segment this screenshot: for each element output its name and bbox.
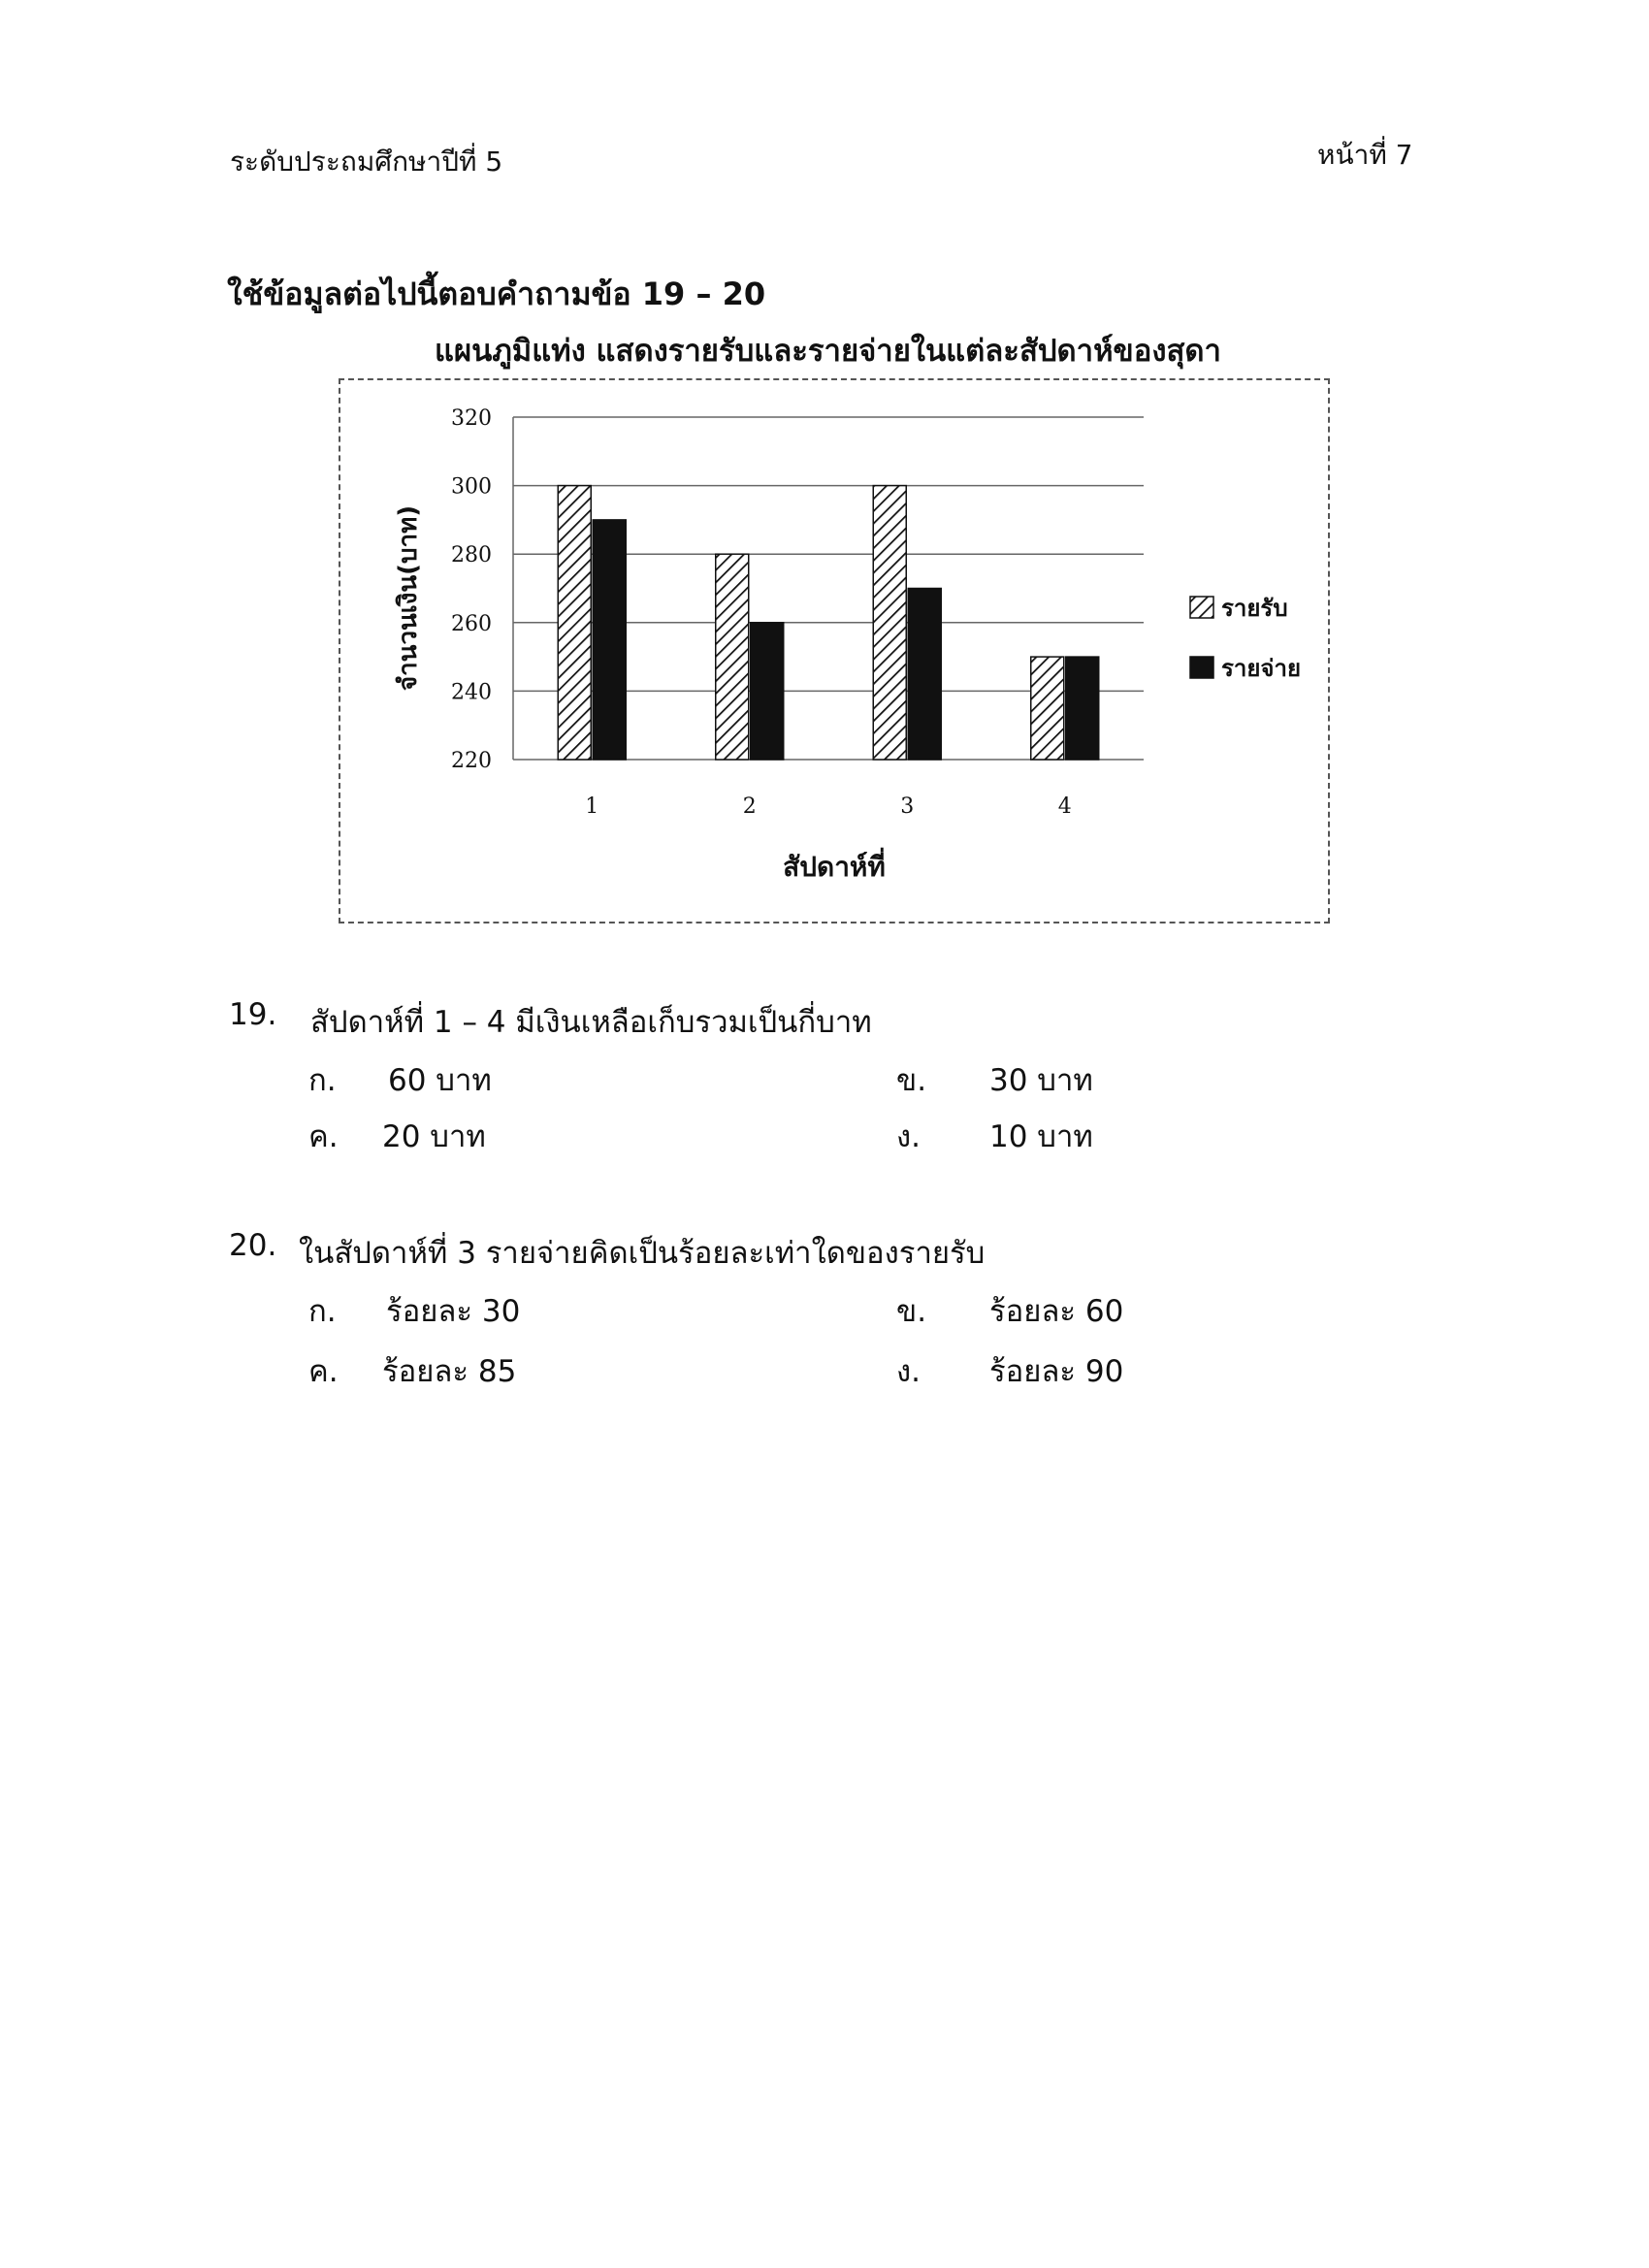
bar-expense-week-1 bbox=[593, 520, 626, 760]
q20-option-c-label: ค. bbox=[308, 1354, 339, 1389]
q19-option-d-label: ง. bbox=[896, 1119, 921, 1154]
y-tick-label: 280 bbox=[451, 543, 492, 568]
q20-option-d-label: ง. bbox=[896, 1354, 921, 1389]
y-tick-labels bbox=[451, 406, 492, 773]
bar-expense-week-3 bbox=[908, 589, 941, 761]
bar-income-week-4 bbox=[1031, 657, 1064, 760]
question-19-number: 19. bbox=[229, 997, 277, 1032]
legend-entry: รายรับ bbox=[1221, 595, 1288, 622]
legend-swatch bbox=[1190, 657, 1213, 678]
legend-entry: รายจ่าย bbox=[1221, 655, 1302, 682]
question-20-number: 20. bbox=[229, 1228, 277, 1263]
question-19-text: สัปดาห์ที่ 1 – 4 มีเงินเหลือเก็บรวมเป็นกี่บาท bbox=[310, 1005, 872, 1040]
page-number: หน้าที่ 7 bbox=[1317, 139, 1413, 171]
q19-option-a-label: ก. bbox=[308, 1063, 337, 1098]
bar-expense-week-2 bbox=[751, 623, 784, 760]
q20-option-d-text: ร้อยละ 90 bbox=[989, 1354, 1124, 1389]
page-header-level: ระดับประถมศึกษาปีที่ 5 bbox=[230, 146, 503, 178]
legend-swatch bbox=[1190, 597, 1213, 618]
x-tick-label: 2 bbox=[742, 794, 757, 819]
x-tick-label: 3 bbox=[900, 794, 915, 819]
chart-legend bbox=[1190, 595, 1301, 682]
bar-income-week-1 bbox=[558, 486, 591, 760]
y-axis-label: จำนวนเงิน(บาท) bbox=[394, 504, 423, 692]
bar-income-week-3 bbox=[873, 486, 906, 760]
bar-income-week-2 bbox=[716, 554, 749, 760]
question-20-text: ในสัปดาห์ที่ 3 รายจ่ายคิดเป็นร้อยละเท่าใดของรายรับ bbox=[299, 1236, 986, 1271]
y-tick-label: 320 bbox=[451, 406, 492, 431]
q20-option-a-label: ก. bbox=[308, 1294, 337, 1329]
q19-option-d-text: 10 บาท bbox=[989, 1119, 1093, 1154]
q19-option-a-text: 60 บาท bbox=[388, 1063, 492, 1098]
chart-title: แผนภูมิแท่ง แสดงรายรับและรายจ่ายในแต่ละสัปดาห์ของสุดา bbox=[435, 334, 1221, 369]
q19-option-c-text: 20 บาท bbox=[382, 1119, 486, 1154]
y-tick-label: 300 bbox=[451, 474, 492, 500]
q19-option-b-text: 30 บาท bbox=[989, 1063, 1093, 1098]
q20-option-c-text: ร้อยละ 85 bbox=[382, 1354, 517, 1389]
q20-option-b-label: ข. bbox=[896, 1294, 927, 1329]
q20-option-b-text: ร้อยละ 60 bbox=[989, 1294, 1124, 1329]
x-axis-label: สัปดาห์ที่ bbox=[783, 851, 886, 883]
q20-option-a-text: ร้อยละ 30 bbox=[386, 1294, 521, 1329]
x-tick-label: 1 bbox=[585, 794, 599, 819]
x-tick-labels bbox=[585, 794, 1072, 819]
y-tick-label: 260 bbox=[451, 611, 492, 636]
y-tick-label: 240 bbox=[451, 680, 492, 705]
q19-option-c-label: ค. bbox=[308, 1119, 339, 1154]
bar-chart bbox=[339, 378, 1330, 923]
section-intro: ใช้ข้อมูลต่อไปนี้ตอบคำถามข้อ 19 – 20 bbox=[227, 275, 766, 312]
q19-option-b-label: ข. bbox=[896, 1063, 927, 1098]
x-tick-label: 4 bbox=[1057, 794, 1072, 819]
y-tick-label: 220 bbox=[451, 749, 492, 773]
bar-expense-week-4 bbox=[1066, 657, 1099, 760]
